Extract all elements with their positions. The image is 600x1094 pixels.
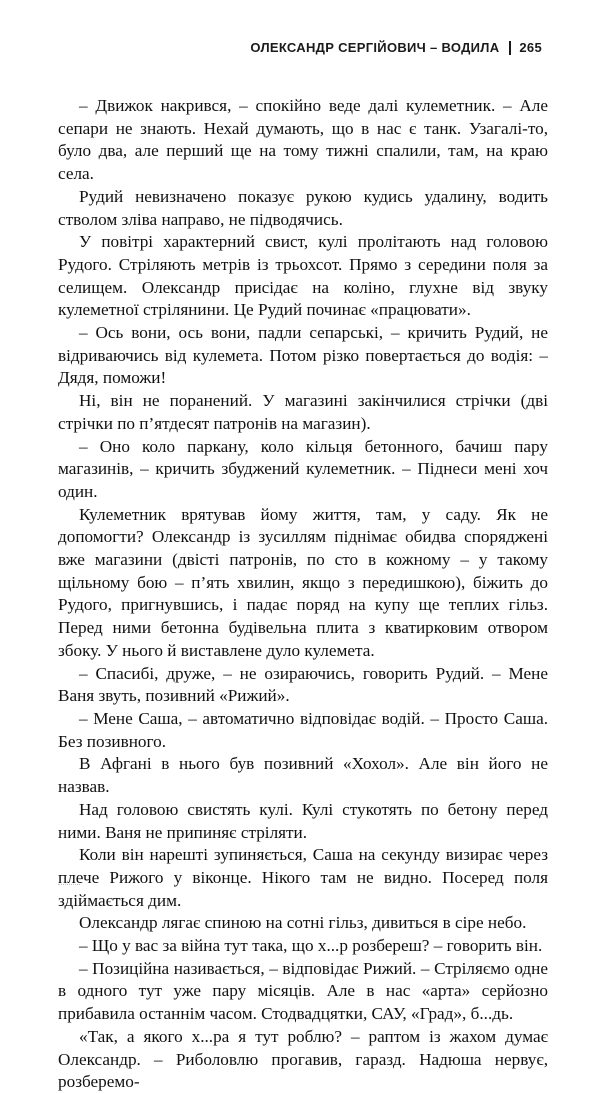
paragraph: – Що у вас за війна тут така, що х...р розбереш? – говорить він. xyxy=(79,936,543,956)
paragraph: Рудий невизначено показує рукою кудись удалину, водить стволом зліва направо, не підводячись. xyxy=(58,186,548,229)
paragraph: Ні, він не поранений. У магазині закінчилися стрічки (дві стрічки по п’ятдесят патронів на магазин). xyxy=(58,391,548,433)
header-separator xyxy=(509,41,511,55)
paragraph: Над головою свистять кулі. Кулі стукотять по бетону перед ними. Ваня не припиняє стріляти. xyxy=(58,799,548,842)
paragraph: В Афгані в нього був позивний «Хохол». Але він його не назвав. xyxy=(58,754,548,797)
running-header xyxy=(250,40,542,55)
paragraph: – Движок накрився, – спокійно веде далі кулеметник. – Але сепари не знають. Нехай думають, що в нас є танк. Узагалі-то, було два, але перший ще на тому тижні спалили, там, на краю села. xyxy=(58,96,548,184)
body-text xyxy=(58,95,548,1094)
paragraph: «Так, а якого х...ра я тут роблю? – раптом із жахом думає Олександр. – Риболовлю прогавив, гаразд. Надюша нервує, розберемо- xyxy=(58,1026,548,1092)
running-title: ОЛЕКСАНДР СЕРГІЙОВИЧ – ВОДИЛА xyxy=(250,40,500,55)
paragraph: – Ось вони, ось вони, падли сепарські, – кричить Рудий, не відриваючись від кулемета. Потом різко повертається до водія: – Дядя, поможи! xyxy=(58,323,548,388)
paragraph: – Спасибі, друже, – не озираючись, говорить Рудий. – Мене Ваня звуть, позивний «Рижий». xyxy=(58,663,548,706)
paragraph: Кулеметник врятував йому життя, там, у саду. Як не допомогти? Олександр із зусиллям піднімає обидва споряджені вже магазини (двісті патронів, по сто в кожному – у такому щільному бою – п’ять хвилин, якщо з передишкою), біжить до Рудого, пригнувшись, і падає поряд на купу ще теплих гільз. Перед ними бетонна будівельна плита з кватирковим отвором збоку. У нього й виставлене дуло кулемета. xyxy=(58,504,548,660)
paragraph: Олександр лягає спиною на сотні гільз, дивиться в сіре небо. xyxy=(79,913,527,933)
page-number: 265 xyxy=(519,40,542,55)
paragraph: – Позиційна називається, – відповідає Рижий. – Стріляємо одне в одного тут уже пару місяців. Але в нас «арта» серйозно прибавила останнім часом. Стодвадцятки, САУ, «Град», б...дь. xyxy=(58,958,548,1024)
paragraph: Коли він нарешті зупиняється, Саша на секунду визирає через плече Рижого у віконце. Нікого там не видно. Посеред поля здіймається дим. xyxy=(58,845,548,910)
paragraph: У повітрі характерний свист, кулі пролітають над головою Рудого. Стріляють метрів із трьохсот. Прямо з середини поля за селищем. Олександр присідає на коліно, глухне від звуку кулеметної стрілянини. Це Рудий починає «працювати». xyxy=(58,232,548,320)
paragraph: – Оно коло паркану, коло кільця бетонного, бачиш пару магазинів, – кричить збуджений кулеметник. – Піднеси мені хоч один. xyxy=(58,436,548,501)
paragraph: – Мене Саша, – автоматично відповідає водій. – Просто Саша. Без позивного. xyxy=(58,708,548,751)
scan-artifact xyxy=(58,884,80,888)
